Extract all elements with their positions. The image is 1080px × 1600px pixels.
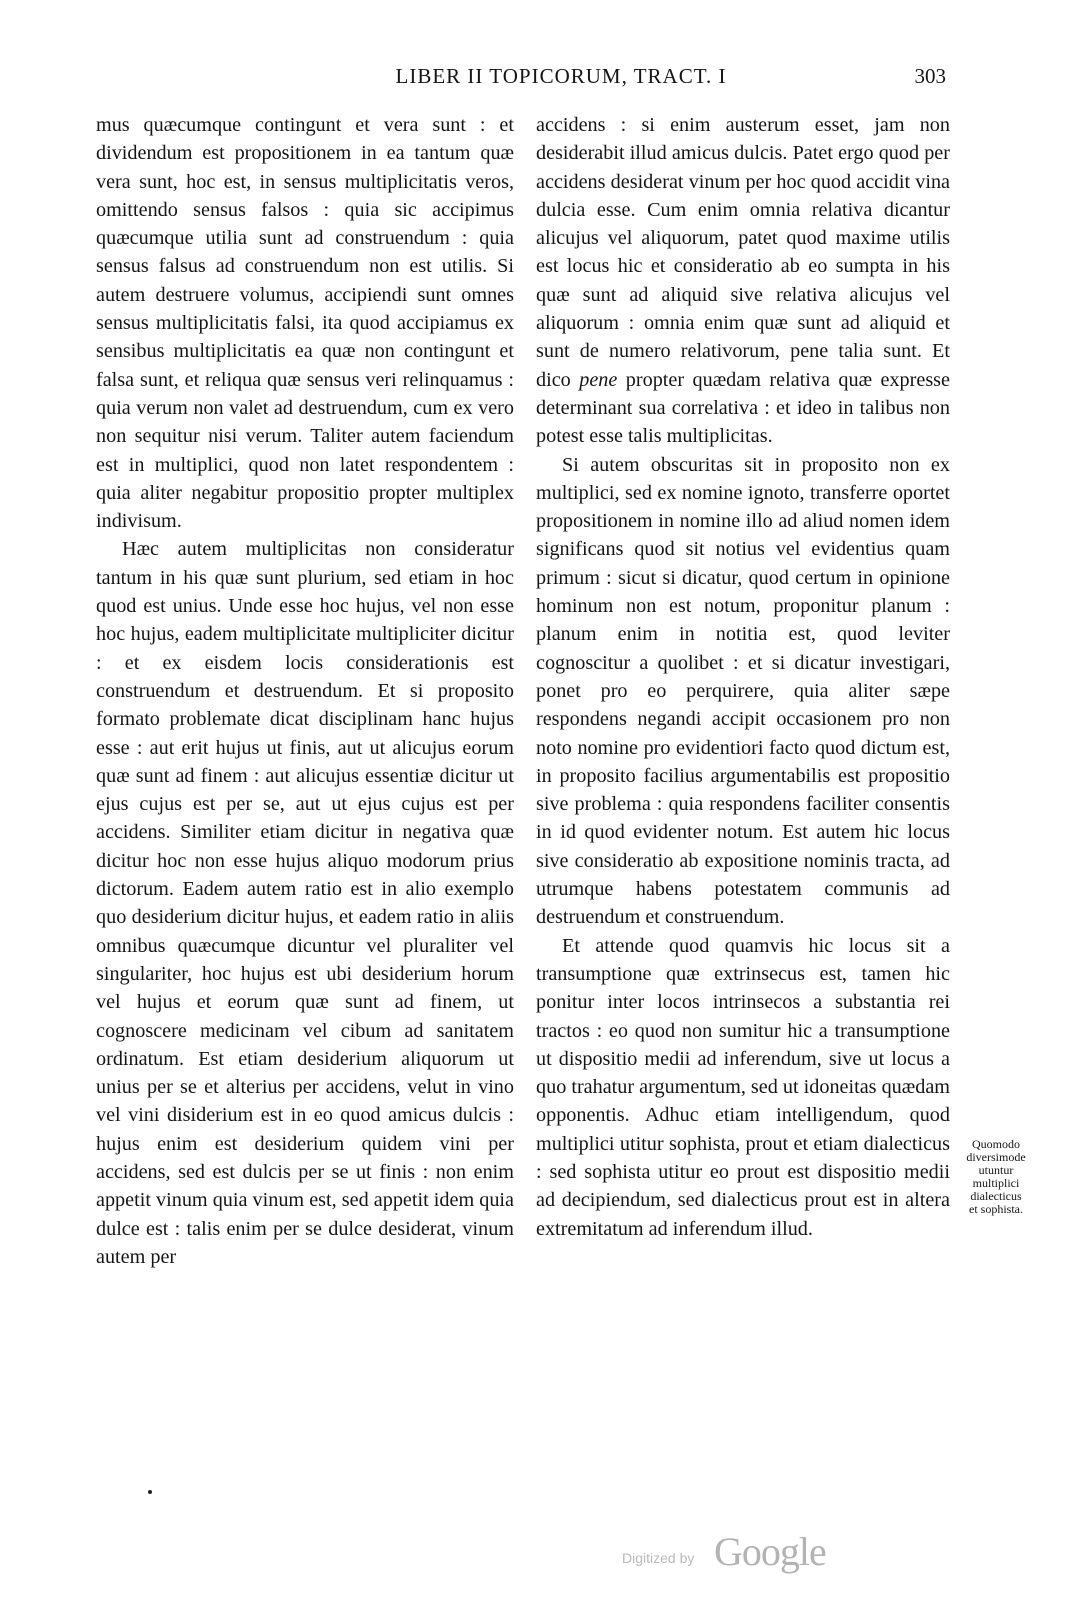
italic-word: pene — [579, 368, 618, 391]
page-number: 303 — [914, 64, 946, 88]
right-paragraph-2: Si autem obscuritas sit in proposito non ex multiplici, sed ex nomine ignoto, transferre oportet propositionem in nomine illo ad aliud nomen idem significans quod sit notius vel evidentius quam primum : sicut si dicatur, quod certum in opinione hominum non est notum, proponitur planum : planum enim in notitia est, quod leviter cognoscitur a quolibet : et si dicatur investigari, ponet pro eo perquirere, quia aliter sæpe respondens negandi accipit occasionem pro non noto nomine pro evidentiori facto quod dictum est, in proposito facilius argumentabilis est propositio sive problema : quia respondens faciliter consentis in id quod evidenter notum. Est autem hic locus sive consideratio ab expositione nominis tracta, ad utrumque habens potestatem communis ad destruendum et construendum. — [536, 453, 950, 929]
stray-dot — [148, 1490, 152, 1494]
right-column — [536, 111, 950, 1243]
right-paragraph-1 — [536, 111, 950, 451]
left-paragraph-1: mus quæcumque contingunt et vera sunt : et dividendum est propositionem in ea tantum quæ vera sunt, hoc est, in sensus multiplicitatis veros, omittendo sensus falsos : quia sic accipimus quæcumque utilia sunt ad construendum : quia sensus falsus ad construendum non est utilis. Si autem destruere volumus, accipiendi sunt omnes sensus multiplicitatis falsi, ita quod accipiamus ex sensibus multiplicitatis ea quæ non contingunt et falsa sunt, et reliqua quæ sensus veri relinquamus : quia verum non valet ad destruendum, cum ex vero non sequitur nisi verum. Taliter autem faciendum est in multiplici, quod non latet respondentem : quia aliter negabitur propositio propter multiplex indivisum. — [96, 114, 514, 533]
margin-note-line: utuntur — [978, 1163, 1014, 1177]
margin-note-line: dialecticus — [970, 1189, 1022, 1203]
left-column — [96, 111, 514, 1271]
margin-note-line: diversimode — [966, 1150, 1026, 1164]
left-paragraph-2: Hæc autem multiplicitas non consideratur tantum in his quæ sunt plurium, sed etiam in hoc quod est unius. Unde esse hoc hujus, vel non esse hoc hujus, eadem multiplicitate multipliciter dicitur : et ex eisdem locis considerationis est construendum et destruendum. Et si proposito formato problemate dicat disciplinam hanc hujus esse : aut erit hujus ut finis, aut ut alicujus eorum quæ sunt ad finem : aut alicujus essentiæ dicitur ut ejus cujus est per se, aut ut ejus cujus est per accidens. Similiter etiam dicitur in negativa quæ dicitur hoc non esse hujus aliquo modorum prius dictorum. Eadem autem ratio est in alio exemplo quo desiderium dicitur hujus, et eadem ratio in aliis omnibus quæcumque dicuntur vel pluraliter vel singulariter, hoc hujus est ubi desiderium horum vel hujus et eorum quæ sunt ad finem, ut cognoscere medicinam vel cibum ad sanitatem ordinatum. Est etiam desiderium aliquorum ut unius per se et alterius per accidens, velut in vino vel vini disiderium est in eo quod amicus dulcis : hujus enim est desiderium quidem vini per accidens, sed est dulcis per se ut finis : non enim appetit vinum quia vinum est, sed appetit idem quia dulce est : talis enim per se dulce desiderat, vinum autem per — [96, 538, 514, 1268]
margin-note-line: et sophista. — [969, 1202, 1023, 1216]
margin-note-line: Quomodo — [972, 1137, 1020, 1151]
margin-note-line: multiplici — [972, 1176, 1020, 1190]
digitized-watermark — [622, 1528, 852, 1578]
google-logo: Google — [714, 1529, 826, 1574]
right-paragraph-1-text-after: propter quædam relativa quæ expresse determinant sua correlativa : et ideo in talibus non potest esse talis multiplicitas. — [536, 368, 950, 448]
right-paragraph-3: Et attende quod quamvis hic locus sit a transumptione quæ extrinsecus est, tamen hic ponitur inter locos intrinsecos a substantia rei tractos : eo quod non sumitur hic a transumptione ut dispositio medii ad inferendum, sive ut locus a quo trahatur argumentum, sed ut idoneitas quædam opponentis. Adhuc etiam intelligendum, quod multiplici utitur sophista, prout et etiam dialecticus : sed sophista utitur eo prout est dispositio medii ad decipiendum, sed dialecticus prout est in altera extremitatum ad inferendum illud. — [536, 934, 950, 1240]
digitized-by-text: Digitized by — [622, 1550, 695, 1566]
right-paragraph-1-text: accidens : si enim austerum esset, jam non desiderabit illud amicus dulcis. Patet ergo quod per accidens desiderat vinum per hoc quod accidit vina dulcia esse. Cum enim omnia relativa dicantur alicujus vel aliquorum, patet quod maxime utilis est locus hic et consideratio ab eo sumpta in his quæ sunt ad aliquid sive relativa alicujus vel aliquorum : omnia enim quæ sunt ad aliquid et sunt de numero relativorum, pene talia sunt. Et dico — [536, 114, 950, 391]
margin-note — [950, 1138, 1042, 1216]
page-header — [96, 64, 946, 94]
running-title: LIBER II TOPICORUM, TRACT. I — [395, 64, 727, 88]
